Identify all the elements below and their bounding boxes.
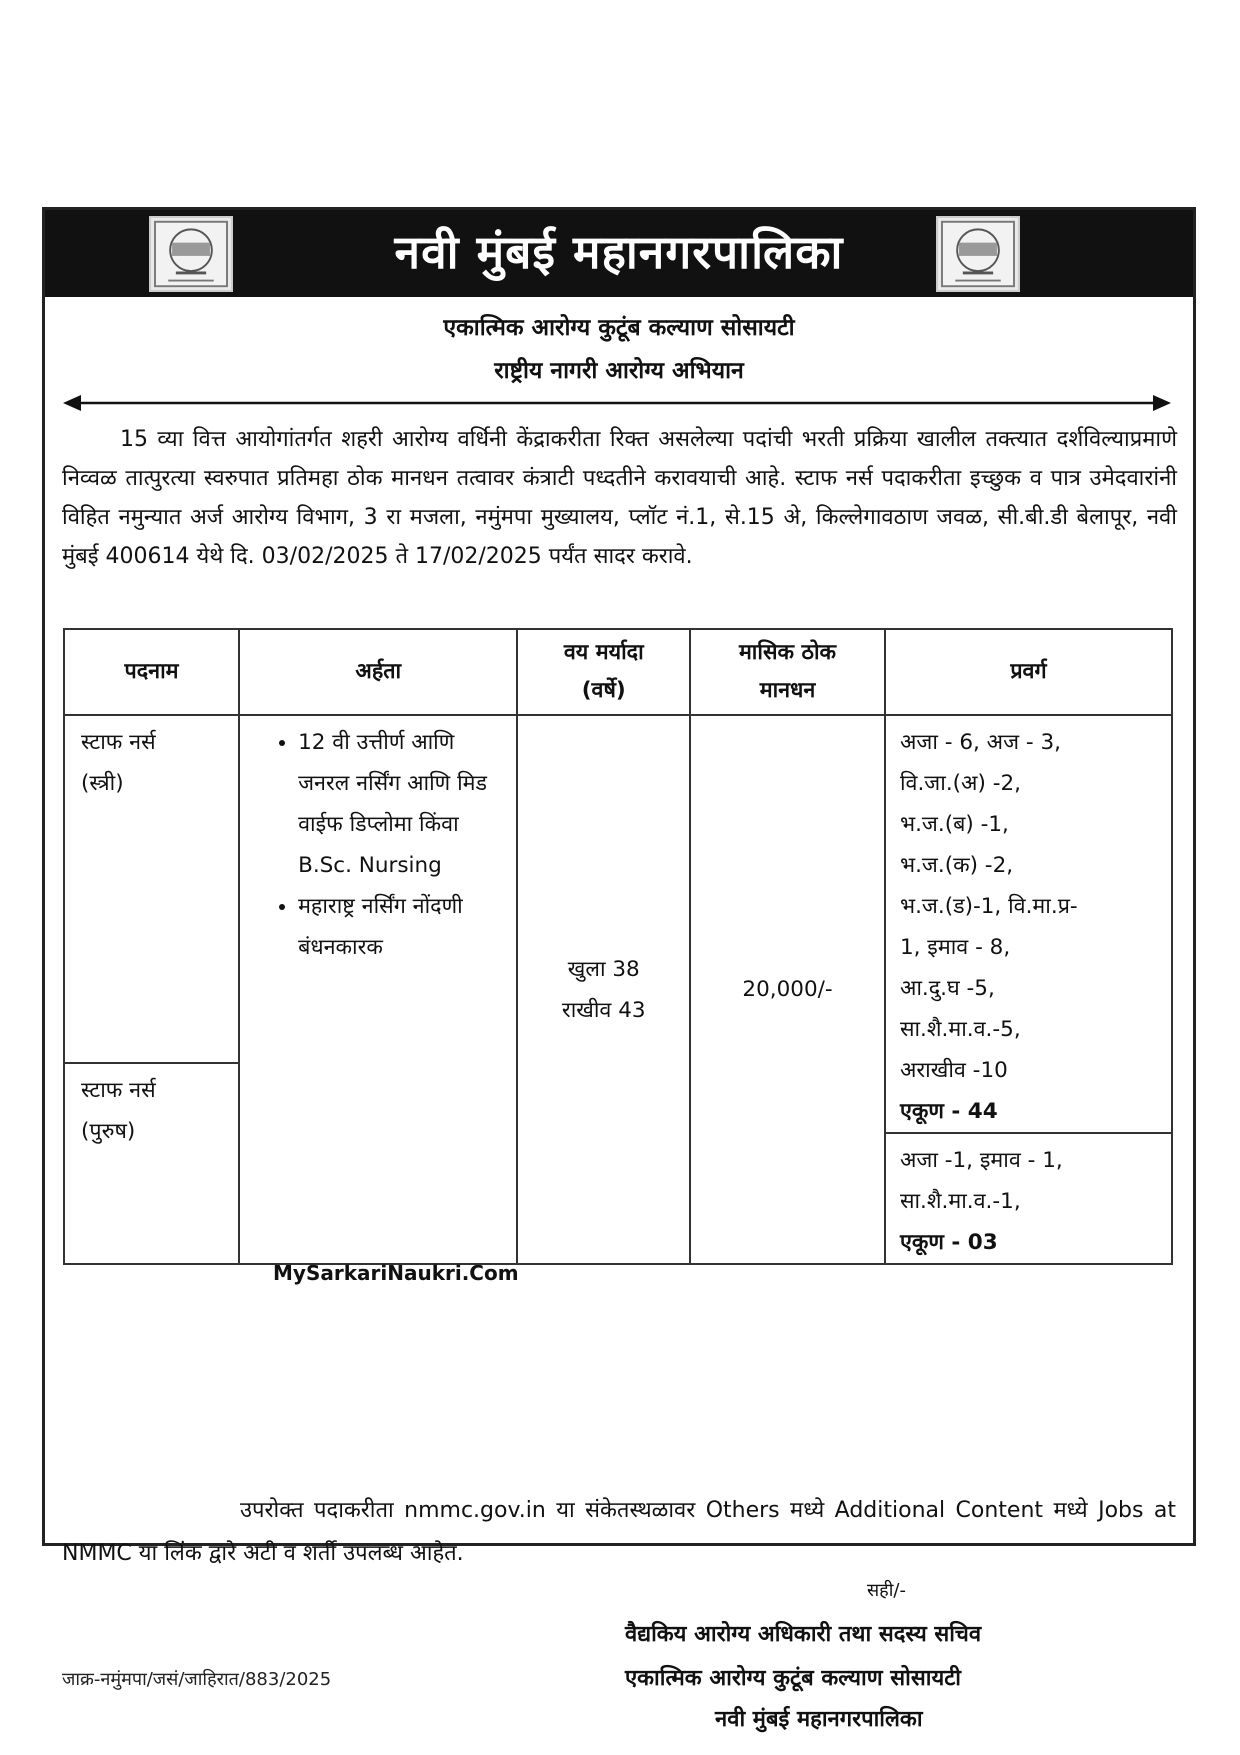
age-open: खुला 38	[567, 956, 640, 982]
category-female-cell	[885, 715, 1172, 1133]
post-gender: (स्त्री)	[81, 771, 124, 796]
post-gender: (पुरुष)	[81, 1119, 136, 1144]
category-line: वि.जा.(अ) -2,	[899, 771, 1021, 796]
category-line: अजा - 6, अज - 3,	[899, 730, 1061, 755]
header-category: प्रवर्ग	[885, 629, 1172, 715]
age-limit-cell	[517, 715, 690, 1264]
page-title: नवी मुंबई महानगरपालिका	[394, 225, 844, 279]
signatory-society: एकात्मिक आरोग्य कुटूंब कल्याण सोसायटी	[625, 1666, 961, 1691]
mission-name: राष्ट्रीय नागरी आरोग्य अभियान	[494, 358, 744, 384]
table-row	[64, 715, 1172, 1063]
vacancy-table	[63, 628, 1173, 1265]
qualification-item: • 12 वी उत्तीर्ण आणि जनरल नर्सिंग आणि मिड वाईफ डिप्लोमा किंवा B.Sc. Nursing	[298, 722, 508, 886]
advertisement-frame	[42, 207, 1196, 1732]
header-pay	[690, 629, 885, 715]
nmmc-emblem-icon	[936, 216, 1020, 292]
header-post: पदनाम	[64, 629, 239, 715]
category-total: एकूण - 03	[899, 1230, 998, 1255]
category-line: आ.दु.घ -5,	[899, 976, 995, 1001]
qualification-item: • महाराष्ट्र नर्सिंग नोंदणी बंधनकारक	[298, 886, 508, 968]
signatory-designation: वैद्यकिय आरोग्य अधिकारी तथा सदस्य सचिव	[625, 1622, 982, 1647]
post-staff-nurse-female	[64, 715, 239, 1063]
post-title: स्टाफ नर्स	[81, 730, 156, 755]
header-pay-line2: मानधन	[759, 678, 816, 703]
header-age-line2: (वर्षे)	[581, 678, 626, 703]
category-line: सा.शै.मा.व.-1,	[899, 1189, 1021, 1214]
pay-cell: 20,000/-	[690, 715, 885, 1264]
signed-mark: सही/-	[867, 1580, 906, 1601]
category-line: सा.शै.मा.व.-5,	[899, 1017, 1021, 1042]
post-staff-nurse-male	[64, 1063, 239, 1264]
category-line: 1, इमाव - 8,	[899, 935, 1011, 960]
society-name: एकात्मिक आरोग्य कुटूंब कल्याण सोसायटी	[443, 315, 795, 341]
post-title: स्टाफ नर्स	[81, 1078, 156, 1103]
header-pay-line1: मासिक ठोक	[738, 640, 837, 665]
header-age-line1: वय मर्यादा	[563, 640, 644, 665]
category-line: अजा -1, इमाव - 1,	[899, 1148, 1063, 1173]
category-line: भ.ज.(ड)-1, वि.मा.प्र-	[899, 894, 1078, 919]
qualification-cell	[239, 715, 517, 1264]
double-arrow-divider	[63, 392, 1171, 414]
age-reserved: राखीव 43	[561, 997, 646, 1023]
category-line: भ.ज.(क) -2,	[899, 853, 1014, 878]
header-age	[517, 629, 690, 715]
signatory-organisation: नवी मुंबई महानगरपालिका	[715, 1707, 923, 1732]
intro-paragraph: 15 व्या वित्त आयोगांतर्गत शहरी आरोग्य वर्धिनी केंद्राकरीता रिक्त असलेल्या पदांची भरती प्रक्रिया खालील तक्त्यात दर्शविल्याप्रमाणे निव्वळ तात्पुरत्या स्वरुपात प्रतिमहा ठोक मानधन तत्वावर कंत्राटी पध्दतीने करावयाची आहे. स्टाफ नर्स पदाकरीता इच्छुक व पात्र उमेदवारांनी विहित नमुन्यात अर्ज आरोग्य विभाग, 3 रा मजला, नमुंमपा मुख्यालय, प्लॉट नं.1, से.15 अे, किल्लेगावठाण जवळ, सी.बी.डी बेलापूर, नवी मुंबई 400614 येथे दि. 03/02/2025 ते 17/02/2025 पर्यंत सादर करावे.	[62, 427, 1177, 569]
category-male-cell	[885, 1133, 1172, 1264]
reference-number: जाक्र-नमुंमपा/जसं/जाहिरात/883/2025	[62, 1669, 332, 1690]
table-header-row	[64, 629, 1172, 715]
category-line: अराखीव -10	[899, 1058, 1008, 1083]
category-line: भ.ज.(ब) -1,	[899, 812, 1009, 837]
category-total: एकूण - 44	[899, 1099, 998, 1124]
header-qualification: अर्हता	[239, 629, 517, 715]
header-banner	[45, 210, 1193, 297]
note-paragraph: उपरोक्त पदाकरीता nmmc.gov.in या संकेतस्थळावर Others मध्ये Additional Content मध्ये Jobs at NMMC या लिंक द्वारे अटी व शर्ती उपलब्ध आहेत.	[62, 1498, 1176, 1566]
watermark-text: MySarkariNaukri.Com	[273, 1261, 519, 1285]
